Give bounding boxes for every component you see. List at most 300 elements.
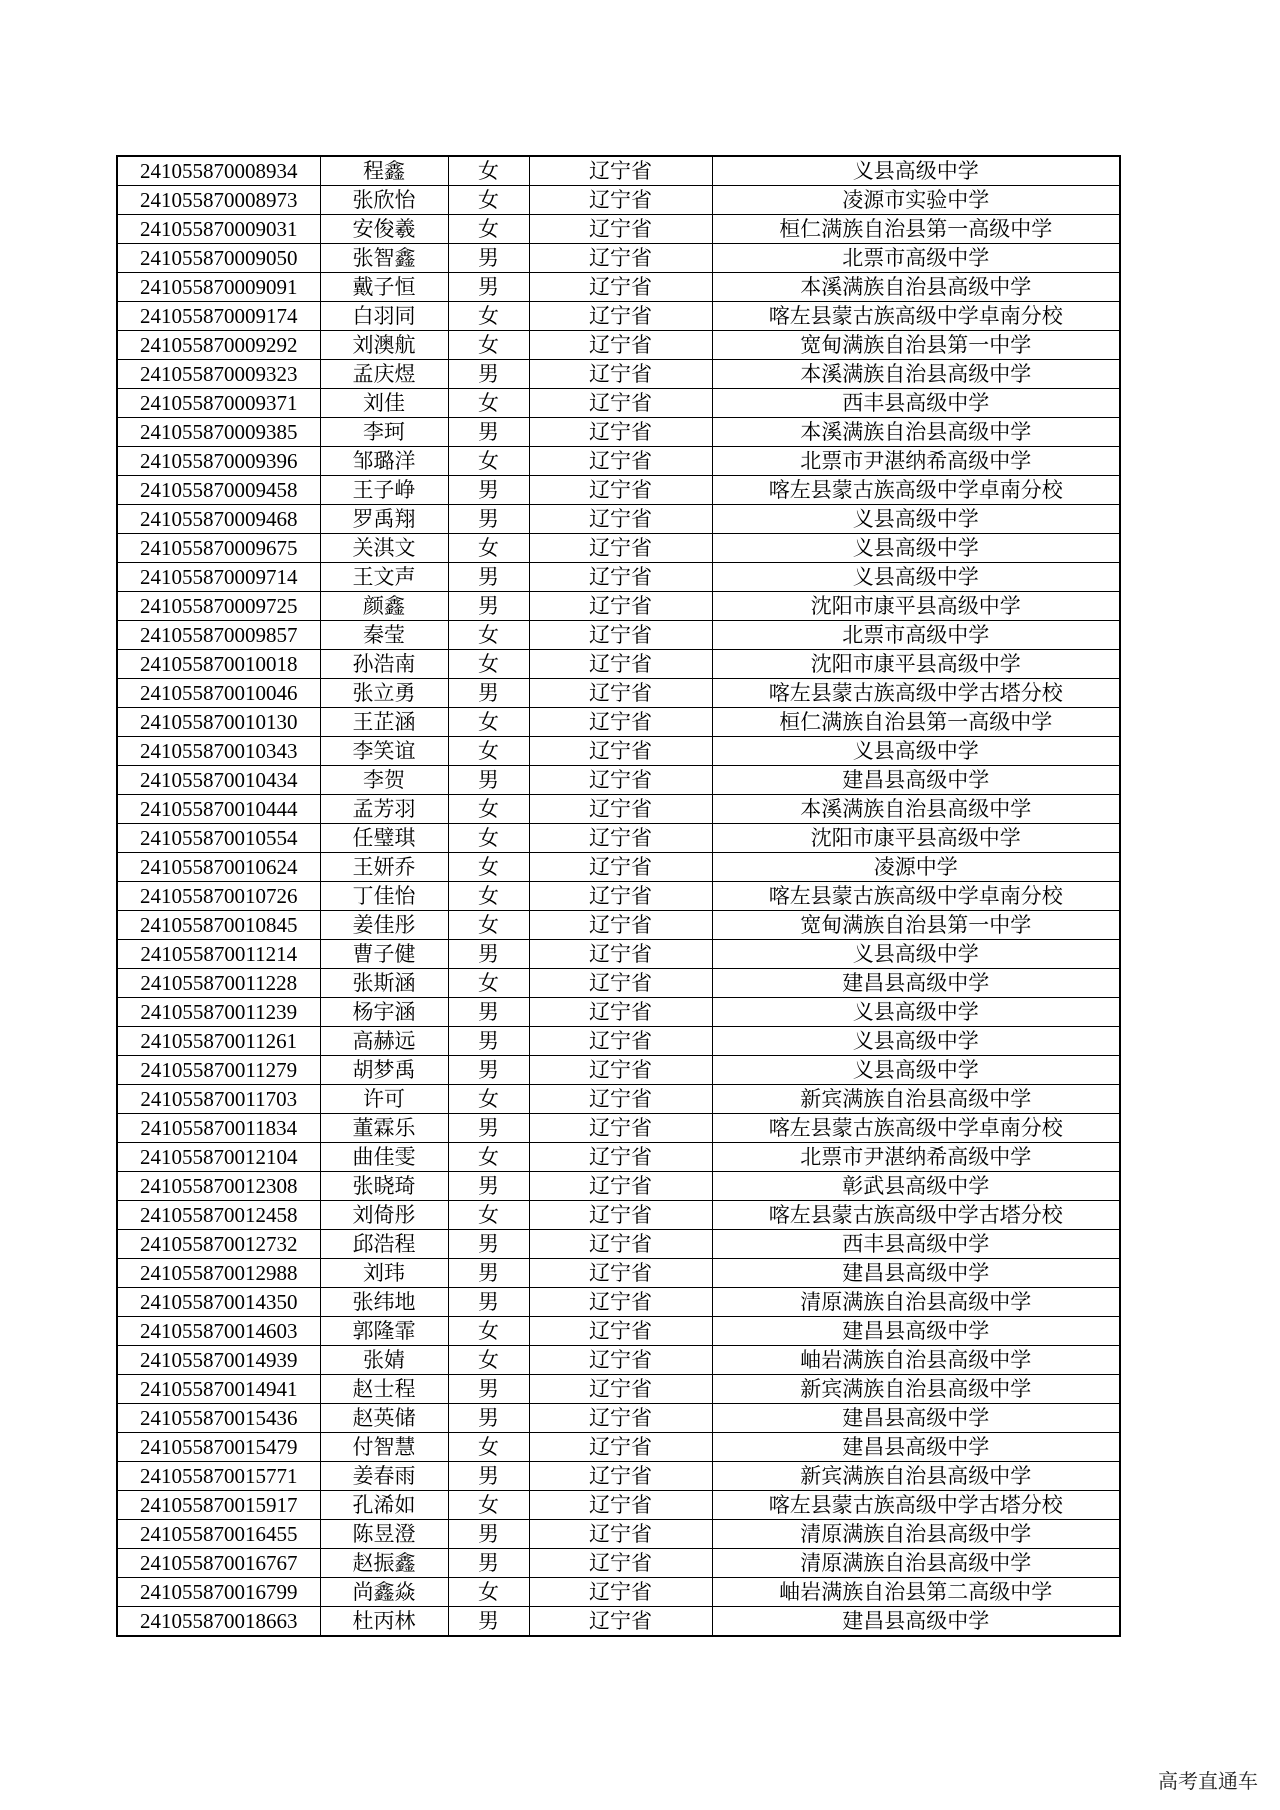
cell-school: 本溪满族自治县高级中学 [712,360,1120,389]
cell-exam-id: 241055870016455 [117,1520,320,1549]
cell-school: 沈阳市康平县高级中学 [712,592,1120,621]
cell-province: 辽宁省 [529,998,712,1027]
cell-name: 王芷涵 [320,708,448,737]
cell-name: 刘澳航 [320,331,448,360]
cell-school: 喀左县蒙古族高级中学卓南分校 [712,882,1120,911]
cell-gender: 女 [448,969,529,998]
cell-gender: 女 [448,1491,529,1520]
cell-school: 新宾满族自治县高级中学 [712,1375,1120,1404]
cell-name: 任璧琪 [320,824,448,853]
cell-name: 杨宇涵 [320,998,448,1027]
cell-exam-id: 241055870009091 [117,273,320,302]
cell-province: 辽宁省 [529,1433,712,1462]
cell-gender: 女 [448,389,529,418]
cell-exam-id: 241055870014941 [117,1375,320,1404]
cell-province: 辽宁省 [529,1114,712,1143]
cell-province: 辽宁省 [529,824,712,853]
cell-school: 凌源中学 [712,853,1120,882]
cell-name: 王文声 [320,563,448,592]
cell-gender: 女 [448,215,529,244]
cell-province: 辽宁省 [529,1404,712,1433]
cell-province: 辽宁省 [529,563,712,592]
cell-gender: 男 [448,1549,529,1578]
cell-school: 义县高级中学 [712,534,1120,563]
cell-name: 曲佳雯 [320,1143,448,1172]
cell-exam-id: 241055870010130 [117,708,320,737]
cell-name: 赵振鑫 [320,1549,448,1578]
cell-school: 沈阳市康平县高级中学 [712,824,1120,853]
cell-name: 刘佳 [320,389,448,418]
table-row [117,1520,1120,1549]
cell-gender: 男 [448,244,529,273]
cell-name: 李笑谊 [320,737,448,766]
table-row [117,1114,1120,1143]
cell-exam-id: 241055870011239 [117,998,320,1027]
table-row [117,592,1120,621]
cell-gender: 女 [448,1317,529,1346]
cell-exam-id: 241055870009031 [117,215,320,244]
cell-gender: 女 [448,882,529,911]
cell-school: 义县高级中学 [712,1056,1120,1085]
cell-province: 辽宁省 [529,1317,712,1346]
cell-name: 张婧 [320,1346,448,1375]
cell-exam-id: 241055870016799 [117,1578,320,1607]
cell-gender: 女 [448,331,529,360]
cell-school: 建昌县高级中学 [712,1607,1120,1637]
cell-gender: 女 [448,708,529,737]
cell-exam-id: 241055870012458 [117,1201,320,1230]
cell-province: 辽宁省 [529,1288,712,1317]
cell-school: 北票市尹湛纳希高级中学 [712,1143,1120,1172]
cell-name: 邹璐洋 [320,447,448,476]
table-row [117,389,1120,418]
cell-school: 建昌县高级中学 [712,1404,1120,1433]
table-row [117,969,1120,998]
cell-province: 辽宁省 [529,244,712,273]
cell-exam-id: 241055870010444 [117,795,320,824]
table-row [117,911,1120,940]
student-table-body [117,156,1120,1636]
cell-name: 李珂 [320,418,448,447]
cell-gender: 男 [448,1172,529,1201]
cell-gender: 女 [448,302,529,331]
cell-name: 邱浩程 [320,1230,448,1259]
table-row [117,273,1120,302]
table-row [117,1085,1120,1114]
table-row [117,331,1120,360]
cell-exam-id: 241055870009050 [117,244,320,273]
cell-gender: 男 [448,273,529,302]
cell-exam-id: 241055870011834 [117,1114,320,1143]
cell-school: 本溪满族自治县高级中学 [712,273,1120,302]
cell-name: 丁佳怡 [320,882,448,911]
cell-province: 辽宁省 [529,1491,712,1520]
cell-exam-id: 241055870010343 [117,737,320,766]
cell-name: 戴子恒 [320,273,448,302]
cell-name: 杜丙林 [320,1607,448,1637]
cell-province: 辽宁省 [529,1607,712,1637]
cell-school: 西丰县高级中学 [712,1230,1120,1259]
cell-gender: 男 [448,505,529,534]
cell-exam-id: 241055870010434 [117,766,320,795]
cell-exam-id: 241055870015479 [117,1433,320,1462]
cell-name: 郭隆霏 [320,1317,448,1346]
cell-gender: 女 [448,1085,529,1114]
table-row [117,418,1120,447]
cell-province: 辽宁省 [529,1462,712,1491]
cell-school: 本溪满族自治县高级中学 [712,795,1120,824]
cell-name: 高赫远 [320,1027,448,1056]
cell-school: 凌源市实验中学 [712,186,1120,215]
cell-gender: 男 [448,1114,529,1143]
cell-gender: 女 [448,156,529,186]
cell-exam-id: 241055870009323 [117,360,320,389]
cell-gender: 男 [448,1375,529,1404]
table-row [117,940,1120,969]
cell-gender: 女 [448,824,529,853]
cell-province: 辽宁省 [529,766,712,795]
cell-gender: 男 [448,940,529,969]
cell-exam-id: 241055870009857 [117,621,320,650]
cell-school: 义县高级中学 [712,563,1120,592]
cell-school: 建昌县高级中学 [712,1317,1120,1346]
cell-name: 姜春雨 [320,1462,448,1491]
cell-exam-id: 241055870009385 [117,418,320,447]
cell-gender: 男 [448,360,529,389]
table-row [117,650,1120,679]
table-row [117,1607,1120,1637]
cell-gender: 女 [448,1201,529,1230]
table-row [117,186,1120,215]
cell-gender: 男 [448,998,529,1027]
cell-name: 孟庆煜 [320,360,448,389]
cell-school: 义县高级中学 [712,737,1120,766]
cell-name: 秦莹 [320,621,448,650]
cell-school: 义县高级中学 [712,156,1120,186]
cell-school: 清原满族自治县高级中学 [712,1288,1120,1317]
cell-name: 刘倚彤 [320,1201,448,1230]
cell-gender: 女 [448,911,529,940]
cell-province: 辽宁省 [529,447,712,476]
cell-province: 辽宁省 [529,737,712,766]
table-row [117,1230,1120,1259]
cell-gender: 男 [448,679,529,708]
cell-province: 辽宁省 [529,186,712,215]
cell-gender: 女 [448,1578,529,1607]
cell-gender: 男 [448,1462,529,1491]
cell-school: 新宾满族自治县高级中学 [712,1085,1120,1114]
cell-exam-id: 241055870010845 [117,911,320,940]
cell-name: 王妍乔 [320,853,448,882]
cell-exam-id: 241055870011279 [117,1056,320,1085]
cell-province: 辽宁省 [529,1143,712,1172]
cell-school: 北票市尹湛纳希高级中学 [712,447,1120,476]
cell-province: 辽宁省 [529,1520,712,1549]
cell-school: 岫岩满族自治县第二高级中学 [712,1578,1120,1607]
cell-gender: 女 [448,737,529,766]
cell-province: 辽宁省 [529,302,712,331]
table-row [117,476,1120,505]
cell-school: 本溪满族自治县高级中学 [712,418,1120,447]
cell-school: 桓仁满族自治县第一高级中学 [712,708,1120,737]
cell-school: 清原满族自治县高级中学 [712,1520,1120,1549]
cell-school: 喀左县蒙古族高级中学古塔分校 [712,1201,1120,1230]
cell-province: 辽宁省 [529,505,712,534]
cell-province: 辽宁省 [529,215,712,244]
table-row [117,1259,1120,1288]
cell-province: 辽宁省 [529,969,712,998]
cell-gender: 女 [448,1346,529,1375]
cell-province: 辽宁省 [529,882,712,911]
cell-exam-id: 241055870010554 [117,824,320,853]
cell-exam-id: 241055870009292 [117,331,320,360]
cell-exam-id: 241055870018663 [117,1607,320,1637]
table-row [117,447,1120,476]
cell-province: 辽宁省 [529,708,712,737]
cell-name: 付智慧 [320,1433,448,1462]
cell-province: 辽宁省 [529,389,712,418]
table-row [117,1404,1120,1433]
cell-exam-id: 241055870016767 [117,1549,320,1578]
cell-exam-id: 241055870014350 [117,1288,320,1317]
table-row [117,853,1120,882]
cell-school: 喀左县蒙古族高级中学古塔分校 [712,1491,1120,1520]
cell-gender: 男 [448,418,529,447]
cell-gender: 女 [448,621,529,650]
table-row [117,679,1120,708]
table-row [117,824,1120,853]
table-row [117,1375,1120,1404]
table-row [117,1056,1120,1085]
cell-province: 辽宁省 [529,1056,712,1085]
table-row [117,998,1120,1027]
cell-name: 胡梦禹 [320,1056,448,1085]
cell-province: 辽宁省 [529,1172,712,1201]
cell-gender: 女 [448,1433,529,1462]
cell-gender: 男 [448,766,529,795]
cell-school: 义县高级中学 [712,998,1120,1027]
table-row [117,737,1120,766]
table-row [117,795,1120,824]
table-row [117,244,1120,273]
cell-name: 颜鑫 [320,592,448,621]
cell-exam-id: 241055870011703 [117,1085,320,1114]
cell-exam-id: 241055870009725 [117,592,320,621]
cell-name: 李贺 [320,766,448,795]
table-row [117,156,1120,186]
cell-school: 岫岩满族自治县高级中学 [712,1346,1120,1375]
cell-province: 辽宁省 [529,1230,712,1259]
cell-exam-id: 241055870009174 [117,302,320,331]
table-row [117,766,1120,795]
table-row [117,1549,1120,1578]
cell-school: 建昌县高级中学 [712,969,1120,998]
cell-school: 喀左县蒙古族高级中学卓南分校 [712,302,1120,331]
cell-name: 赵英储 [320,1404,448,1433]
cell-school: 清原满族自治县高级中学 [712,1549,1120,1578]
cell-exam-id: 241055870011261 [117,1027,320,1056]
table-row [117,505,1120,534]
cell-school: 宽甸满族自治县第一中学 [712,911,1120,940]
cell-exam-id: 241055870008973 [117,186,320,215]
cell-gender: 男 [448,1520,529,1549]
cell-province: 辽宁省 [529,679,712,708]
table-row [117,1172,1120,1201]
cell-gender: 女 [448,650,529,679]
table-row [117,534,1120,563]
cell-name: 张立勇 [320,679,448,708]
cell-province: 辽宁省 [529,1549,712,1578]
cell-province: 辽宁省 [529,1375,712,1404]
cell-exam-id: 241055870014603 [117,1317,320,1346]
cell-exam-id: 241055870010046 [117,679,320,708]
cell-gender: 男 [448,592,529,621]
cell-name: 王子峥 [320,476,448,505]
cell-gender: 女 [448,447,529,476]
cell-province: 辽宁省 [529,911,712,940]
cell-province: 辽宁省 [529,1259,712,1288]
cell-exam-id: 241055870012988 [117,1259,320,1288]
cell-province: 辽宁省 [529,1027,712,1056]
cell-exam-id: 241055870010018 [117,650,320,679]
cell-exam-id: 241055870010726 [117,882,320,911]
cell-school: 北票市高级中学 [712,621,1120,650]
cell-name: 孔浠如 [320,1491,448,1520]
table-row [117,1462,1120,1491]
cell-province: 辽宁省 [529,360,712,389]
cell-school: 建昌县高级中学 [712,1433,1120,1462]
cell-school: 西丰县高级中学 [712,389,1120,418]
cell-school: 沈阳市康平县高级中学 [712,650,1120,679]
cell-name: 陈昱澄 [320,1520,448,1549]
cell-gender: 男 [448,1027,529,1056]
watermark-text: 高考直通车 [1158,1769,1258,1793]
cell-province: 辽宁省 [529,1085,712,1114]
cell-province: 辽宁省 [529,795,712,824]
table-row [117,1201,1120,1230]
cell-exam-id: 241055870011214 [117,940,320,969]
cell-school: 建昌县高级中学 [712,1259,1120,1288]
cell-name: 安俊羲 [320,215,448,244]
cell-name: 张欣怡 [320,186,448,215]
cell-name: 姜佳彤 [320,911,448,940]
cell-school: 桓仁满族自治县第一高级中学 [712,215,1120,244]
cell-exam-id: 241055870015917 [117,1491,320,1520]
cell-gender: 女 [448,534,529,563]
cell-school: 义县高级中学 [712,505,1120,534]
table-row [117,360,1120,389]
cell-school: 喀左县蒙古族高级中学古塔分校 [712,679,1120,708]
cell-exam-id: 241055870010624 [117,853,320,882]
cell-school: 彰武县高级中学 [712,1172,1120,1201]
cell-province: 辽宁省 [529,1578,712,1607]
cell-exam-id: 241055870014939 [117,1346,320,1375]
cell-gender: 男 [448,1056,529,1085]
cell-name: 张斯涵 [320,969,448,998]
cell-province: 辽宁省 [529,1201,712,1230]
cell-school: 北票市高级中学 [712,244,1120,273]
cell-gender: 男 [448,1404,529,1433]
table-row [117,1578,1120,1607]
cell-name: 孙浩南 [320,650,448,679]
cell-exam-id: 241055870008934 [117,156,320,186]
table-row [117,882,1120,911]
table-row [117,302,1120,331]
cell-exam-id: 241055870012732 [117,1230,320,1259]
cell-province: 辽宁省 [529,476,712,505]
cell-exam-id: 241055870012308 [117,1172,320,1201]
cell-province: 辽宁省 [529,273,712,302]
cell-province: 辽宁省 [529,156,712,186]
cell-gender: 女 [448,853,529,882]
cell-school: 喀左县蒙古族高级中学卓南分校 [712,1114,1120,1143]
cell-province: 辽宁省 [529,534,712,563]
cell-gender: 男 [448,1259,529,1288]
cell-name: 董霖乐 [320,1114,448,1143]
cell-province: 辽宁省 [529,331,712,360]
table-row [117,1317,1120,1346]
table-row [117,1143,1120,1172]
cell-name: 关淇文 [320,534,448,563]
cell-province: 辽宁省 [529,592,712,621]
table-row [117,621,1120,650]
cell-school: 新宾满族自治县高级中学 [712,1462,1120,1491]
table-row [117,1433,1120,1462]
cell-name: 刘玮 [320,1259,448,1288]
cell-exam-id: 241055870009468 [117,505,320,534]
cell-exam-id: 241055870009371 [117,389,320,418]
cell-gender: 男 [448,1230,529,1259]
cell-name: 赵士程 [320,1375,448,1404]
cell-gender: 男 [448,1607,529,1637]
cell-name: 白羽同 [320,302,448,331]
cell-name: 张晓琦 [320,1172,448,1201]
cell-province: 辽宁省 [529,418,712,447]
cell-exam-id: 241055870015771 [117,1462,320,1491]
cell-gender: 男 [448,1288,529,1317]
cell-exam-id: 241055870015436 [117,1404,320,1433]
cell-province: 辽宁省 [529,940,712,969]
cell-gender: 男 [448,563,529,592]
cell-province: 辽宁省 [529,650,712,679]
cell-name: 罗禹翔 [320,505,448,534]
cell-gender: 女 [448,186,529,215]
student-table [116,155,1121,1637]
table-row [117,708,1120,737]
table-row [117,215,1120,244]
cell-school: 义县高级中学 [712,1027,1120,1056]
cell-name: 张智鑫 [320,244,448,273]
cell-name: 许可 [320,1085,448,1114]
cell-exam-id: 241055870009675 [117,534,320,563]
table-row [117,1491,1120,1520]
cell-exam-id: 241055870009714 [117,563,320,592]
cell-province: 辽宁省 [529,621,712,650]
cell-exam-id: 241055870009458 [117,476,320,505]
cell-gender: 女 [448,1143,529,1172]
cell-name: 曹子健 [320,940,448,969]
table-row [117,563,1120,592]
cell-school: 宽甸满族自治县第一中学 [712,331,1120,360]
cell-name: 孟芳羽 [320,795,448,824]
cell-province: 辽宁省 [529,853,712,882]
cell-gender: 女 [448,795,529,824]
table-row [117,1288,1120,1317]
cell-school: 建昌县高级中学 [712,766,1120,795]
cell-province: 辽宁省 [529,1346,712,1375]
cell-exam-id: 241055870009396 [117,447,320,476]
cell-school: 喀左县蒙古族高级中学卓南分校 [712,476,1120,505]
